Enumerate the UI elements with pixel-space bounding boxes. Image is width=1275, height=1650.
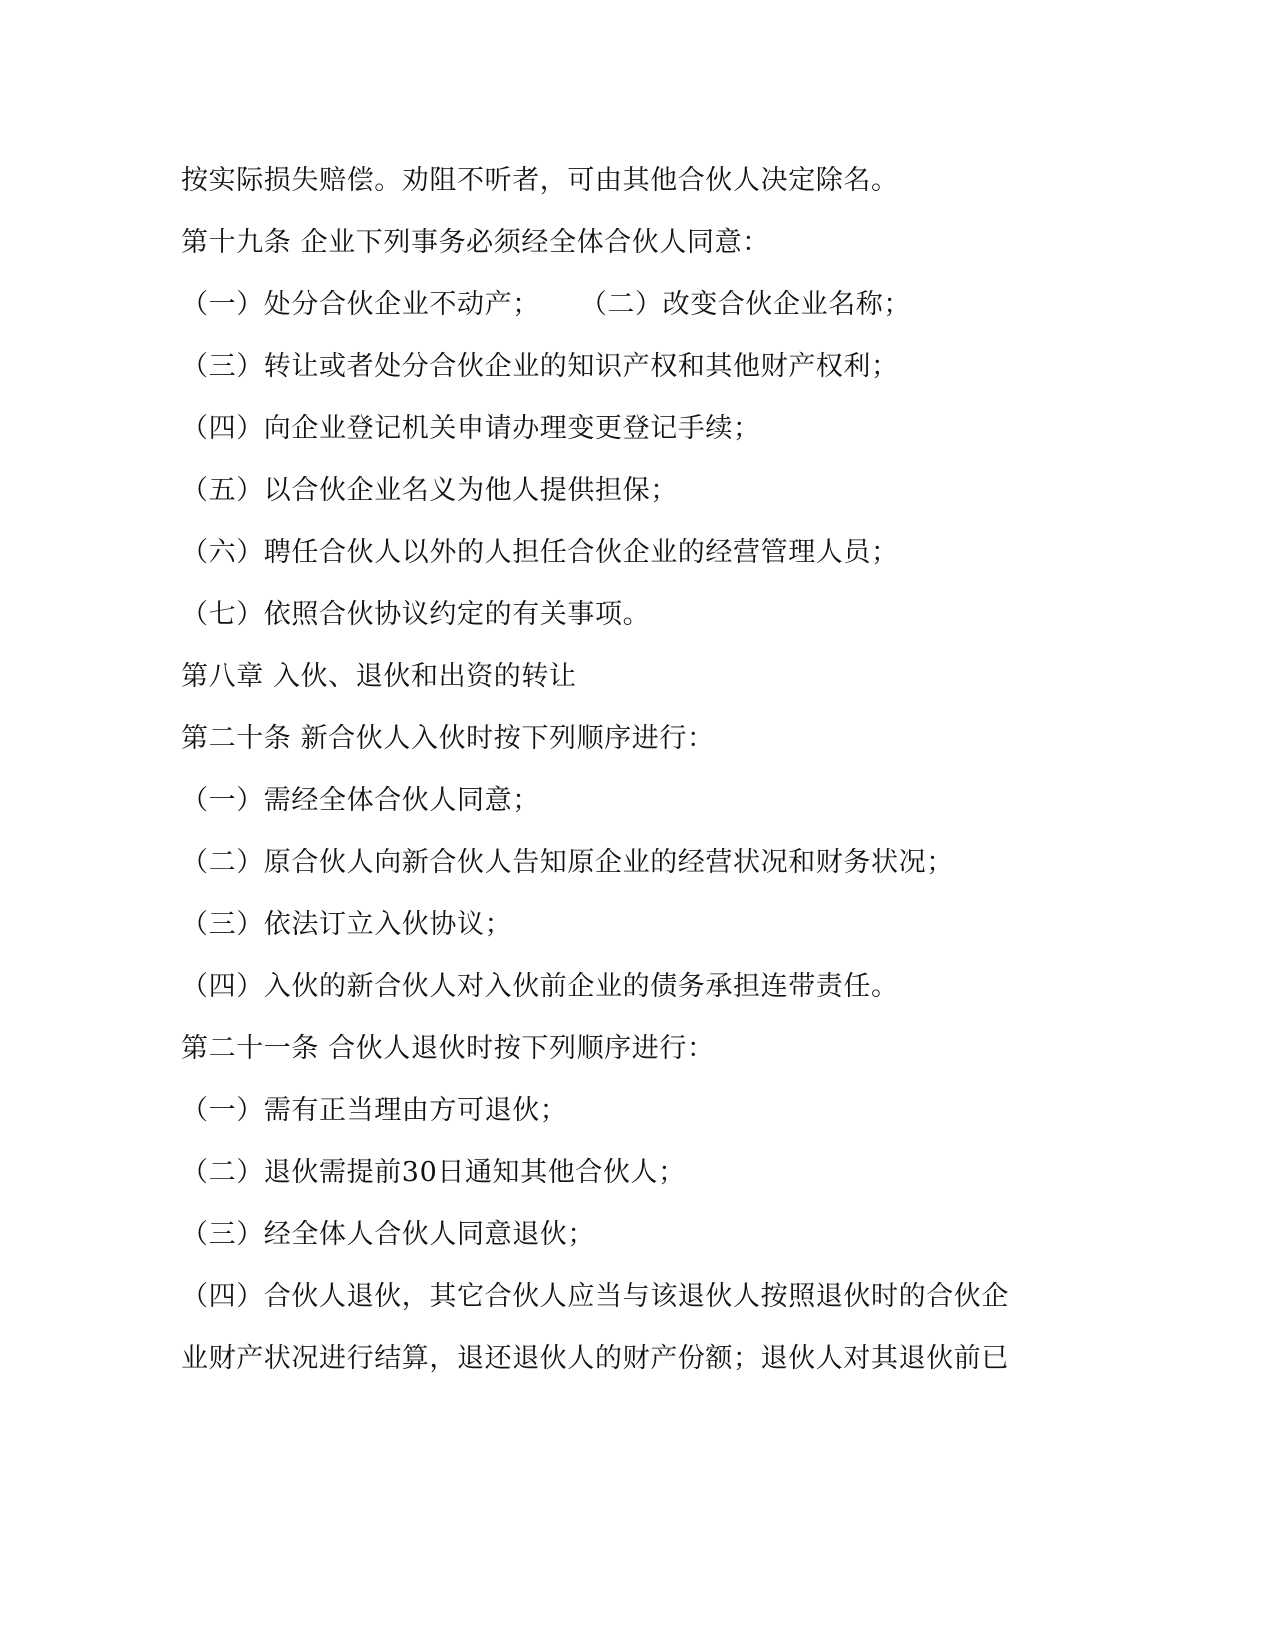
list-item: （七）依照合伙协议约定的有关事项。 bbox=[181, 599, 651, 630]
paragraph-line: 按实际损失赔偿。劝阻不听者，可由其他合伙人决定除名。 bbox=[181, 165, 899, 196]
article-21-heading: 第二十一条 合伙人退伙时按下列顺序进行： bbox=[181, 1033, 715, 1064]
list-item: （一）需有正当理由方可退伙； bbox=[181, 1095, 568, 1126]
list-item: （二）原合伙人向新合伙人告知原企业的经营状况和财务状况； bbox=[181, 847, 954, 878]
list-item: （一）处分合伙企业不动产； bbox=[181, 289, 540, 320]
list-item: （六）聘任合伙人以外的人担任合伙企业的经营管理人员； bbox=[181, 537, 899, 568]
list-item: （四）入伙的新合伙人对入伙前企业的债务承担连带责任。 bbox=[181, 971, 899, 1002]
list-item: （四）向企业登记机关申请办理变更登记手续； bbox=[181, 413, 761, 444]
list-item: （四）合伙人退伙，其它合伙人应当与该退伙人按照退伙时的合伙企 bbox=[181, 1281, 1009, 1312]
list-item: （五）以合伙企业名义为他人提供担保； bbox=[181, 475, 678, 506]
article-19-heading: 第十九条 企业下列事务必须经全体合伙人同意： bbox=[181, 227, 770, 258]
list-item: （三）转让或者处分合伙企业的知识产权和其他财产权利； bbox=[181, 351, 899, 382]
chapter-8-heading: 第八章 入伙、退伙和出资的转让 bbox=[181, 661, 577, 692]
list-item: （二）退伙需提前30日通知其他合伙人； bbox=[181, 1157, 686, 1188]
list-item: （三）经全体人合伙人同意退伙； bbox=[181, 1219, 595, 1250]
article-20-heading: 第二十条 新合伙人入伙时按下列顺序进行： bbox=[181, 723, 715, 754]
list-item: （三）依法订立入伙协议； bbox=[181, 909, 513, 940]
list-item: （一）需经全体合伙人同意； bbox=[181, 785, 540, 816]
document-body bbox=[181, 150, 1081, 1390]
paragraph-line: 业财产状况进行结算，退还退伙人的财产份额；退伙人对其退伙前已 bbox=[181, 1343, 1009, 1374]
list-item: （二）改变合伙企业名称； bbox=[579, 289, 912, 320]
list-item-row bbox=[181, 274, 1081, 336]
